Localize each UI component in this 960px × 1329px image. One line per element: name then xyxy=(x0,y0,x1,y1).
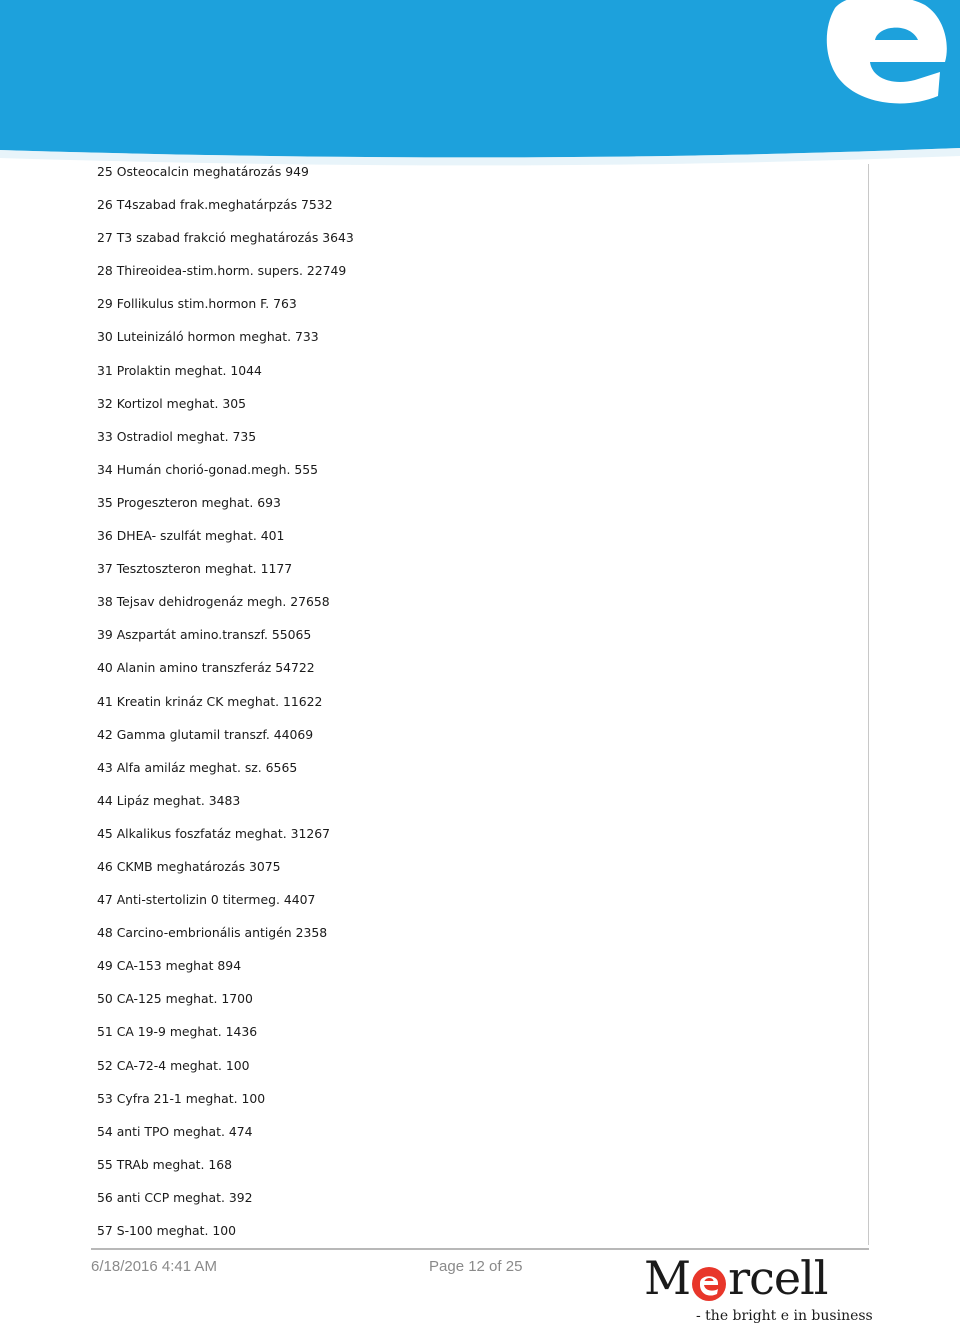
list-item: 37 Tesztoszteron meghat. 1177 xyxy=(97,561,293,577)
list-item: 55 TRAb meghat. 168 xyxy=(97,1156,233,1172)
list-item: 53 Cyfra 21-1 meghat. 100 xyxy=(97,1090,266,1106)
list-item: 38 Tejsav dehidrogenáz megh. 27658 xyxy=(97,594,330,610)
list-item: 31 Prolaktin meghat. 1044 xyxy=(97,362,262,378)
list-item: 39 Aszpartát amino.transzf. 55065 xyxy=(97,627,312,643)
logo-tagline: - the bright e in business xyxy=(696,1308,873,1324)
list-item: 28 Thireoidea-stim.horm. supers. 22749 xyxy=(97,263,347,279)
list-item: 54 anti TPO meghat. 474 xyxy=(97,1123,253,1139)
list-item: 32 Kortizol meghat. 305 xyxy=(97,395,247,411)
list-item: 34 Humán chorió-gonad.megh. 555 xyxy=(97,461,319,477)
list-item: 33 Ostradiol meghat. 735 xyxy=(97,428,257,444)
list-item: 56 anti CCP meghat. 392 xyxy=(97,1189,253,1205)
list-item: 51 CA 19-9 meghat. 1436 xyxy=(97,1024,258,1040)
list-item: 46 CKMB meghatározás 3075 xyxy=(97,858,281,874)
logo-word-end: rcell xyxy=(728,1251,828,1305)
list-item: 43 Alfa amiláz meghat. sz. 6565 xyxy=(97,759,298,775)
item-list xyxy=(97,163,354,1255)
list-item: 36 DHEA- szulfát meghat. 401 xyxy=(97,528,285,544)
logo-wordmark xyxy=(644,1252,828,1304)
list-item: 50 CA-125 meghat. 1700 xyxy=(97,991,253,1007)
list-item: 26 T4szabad frak.meghatárpzás 7532 xyxy=(97,197,333,213)
list-item: 35 Progeszteron meghat. 693 xyxy=(97,494,281,510)
list-item: 29 Follikulus stim.hormon F. 763 xyxy=(97,296,297,312)
list-item: 49 CA-153 meghat 894 xyxy=(97,958,242,974)
header-band xyxy=(0,0,960,170)
footer-page-number: Page 12 of 25 xyxy=(429,1258,523,1275)
list-item: 57 S-100 meghat. 100 xyxy=(97,1223,237,1238)
list-item: 41 Kreatin krináz CK meghat. 11622 xyxy=(97,693,323,709)
list-item: 40 Alanin amino transzferáz 54722 xyxy=(97,660,315,676)
list-item: 44 Lipáz meghat. 3483 xyxy=(97,792,241,808)
list-item: 52 CA-72-4 meghat. 100 xyxy=(97,1057,250,1073)
list-item: 27 T3 szabad frakció meghatározás 3643 xyxy=(97,230,354,246)
list-item: 47 Anti-stertolizin 0 titermeg. 4407 xyxy=(97,892,316,908)
list-item: 45 Alkalikus foszfatáz meghat. 31267 xyxy=(97,825,331,841)
list-item: 42 Gamma glutamil transzf. 44069 xyxy=(97,726,314,742)
logo-word-start: M xyxy=(644,1251,691,1305)
list-item: 30 Luteinizáló hormon meghat. 733 xyxy=(97,329,319,345)
footer-date: 6/18/2016 4:41 AM xyxy=(91,1258,217,1275)
logo-e-icon xyxy=(691,1260,727,1296)
marcell-logo xyxy=(644,1252,874,1329)
footer-divider xyxy=(91,1248,869,1250)
list-item: 25 Osteocalcin meghatározás 949 xyxy=(97,164,309,179)
list-item: 48 Carcino-embrionális antigén 2358 xyxy=(97,925,328,941)
